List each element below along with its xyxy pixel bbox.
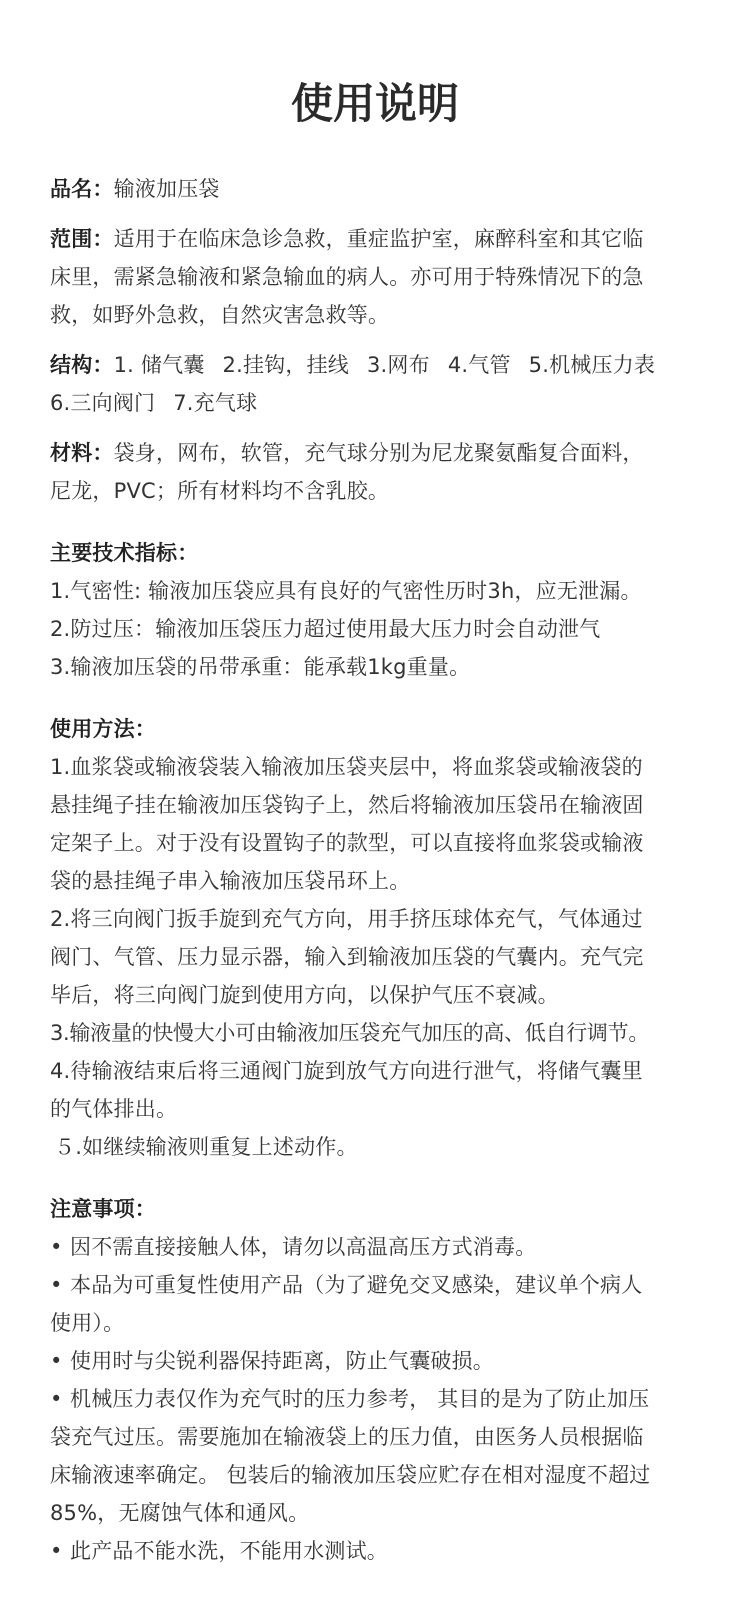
structure-item: 3.网布 <box>366 353 430 377</box>
product-name-label: 品名： <box>50 177 114 201</box>
structure-label: 结构： <box>50 353 114 377</box>
scope-text-line: 救，如野外急救，自然灾害急救等。 <box>50 303 390 327</box>
structure-item: 7.充气球 <box>173 391 258 415</box>
spec-item: 3.输液加压袋的吊带承重：能承载1kg重量。 <box>50 655 471 679</box>
scope-label: 范围： <box>50 227 114 251</box>
page-title: 使用说明 <box>290 79 459 128</box>
note-text: 此产品不能水洗，不能用水测试。 <box>70 1539 388 1563</box>
scope-text-line: 床里，需紧急输液和紧急输血的病人。亦可用于特殊情况下的急 <box>50 265 644 289</box>
bullet-icon: • <box>50 1349 63 1373</box>
bullet-icon: • <box>50 1235 63 1259</box>
usage-heading: 使用方法： <box>50 717 156 741</box>
structure-item: 1. 储气囊 <box>113 353 205 377</box>
bullet-icon: • <box>50 1273 63 1297</box>
materials-section <box>50 434 720 510</box>
usage-step-line: 悬挂绳子挂在输液加压袋钩子上，然后将输液加压袋吊在输液固 <box>50 793 644 817</box>
structure-item: 6.三向阀门 <box>50 391 156 415</box>
note-text: 使用）。 <box>50 1311 125 1335</box>
specs-heading: 主要技术指标： <box>50 541 199 565</box>
note-text: 因不需直接接触人体，请勿以高温高压方式消毒。 <box>70 1235 537 1259</box>
usage-step-line: 定架子上。对于没有设置钩子的款型，可以直接将血浆袋或输液 <box>50 831 644 855</box>
structure-item: 5.机械压力表 <box>528 353 656 377</box>
note-text: 85%，无腐蚀气体和通风。 <box>50 1501 310 1525</box>
usage-step-line: 袋的悬挂绳子串入输液加压袋吊环上。 <box>50 869 411 893</box>
product-name-section <box>50 170 720 208</box>
note-text: 机械压力表仅作为充气时的压力参考， 其目的是为了防止加压 <box>70 1387 650 1411</box>
usage-section <box>50 710 720 1166</box>
note-text: 使用时与尖锐利器保持距离，防止气囊破损。 <box>70 1349 494 1373</box>
specs-section <box>50 534 720 686</box>
spec-item: 2.防过压：输液加压袋压力超过使用最大压力时会自动泄气 <box>50 617 601 641</box>
bullet-icon: • <box>50 1387 63 1411</box>
notes-section <box>50 1190 720 1570</box>
structure-item: 4.气管 <box>447 353 511 377</box>
materials-text-line: 袋身，网布，软管，充气球分别为尼龙聚氨酯复合面料， <box>113 441 644 465</box>
usage-step-line: 的气体排出。 <box>50 1097 178 1121</box>
usage-step-line: 3.输液量的快慢大小可由输液加压袋充气加压的高、低自行调节。 <box>50 1021 650 1045</box>
note-text: 袋充气过压。需要施加在输液袋上的压力值，由医务人员根据临 <box>50 1425 644 1449</box>
note-text: 床输液速率确定。 包装后的输液加压袋应贮存在相对湿度不超过 <box>50 1463 651 1487</box>
usage-step-line: 2.将三向阀门扳手旋到充气方向，用手挤压球体充气，气体通过 <box>50 907 643 931</box>
scope-text-line: 适用于在临床急诊急救，重症监护室，麻醉科室和其它临 <box>113 227 644 251</box>
note-text: 本品为可重复性使用产品（为了避免交叉感染，建议单个病人 <box>70 1273 643 1297</box>
spec-item: 1.气密性: 输液加压袋应具有良好的气密性历时3h，应无泄漏。 <box>50 579 642 603</box>
materials-text-line: 尼龙，PVC；所有材料均不含乳胶。 <box>50 479 390 503</box>
product-name-value: 输液加压袋 <box>113 177 220 201</box>
usage-step-line: 1.血浆袋或输液袋装入输液加压袋夹层中，将血浆袋或输液袋的 <box>50 755 643 779</box>
structure-item: 2.挂钩，挂线 <box>222 353 349 377</box>
materials-label: 材料： <box>50 441 114 465</box>
scope-section <box>50 220 720 334</box>
usage-step-line: ５.如继续输液则重复上述动作。 <box>54 1135 358 1159</box>
usage-step-line: 毕后，将三向阀门旋到使用方向，以保护气压不衰减。 <box>50 983 559 1007</box>
notes-heading: 注意事项： <box>50 1197 156 1221</box>
structure-section <box>50 346 720 422</box>
bullet-icon: • <box>50 1539 63 1563</box>
usage-step-line: 4.待输液结束后将三通阀门旋到放气方向进行泄气，将储气囊里 <box>50 1059 643 1083</box>
usage-step-line: 阀门、气管、压力显示器，输入到输液加压袋的气囊内。充气完 <box>50 945 644 969</box>
